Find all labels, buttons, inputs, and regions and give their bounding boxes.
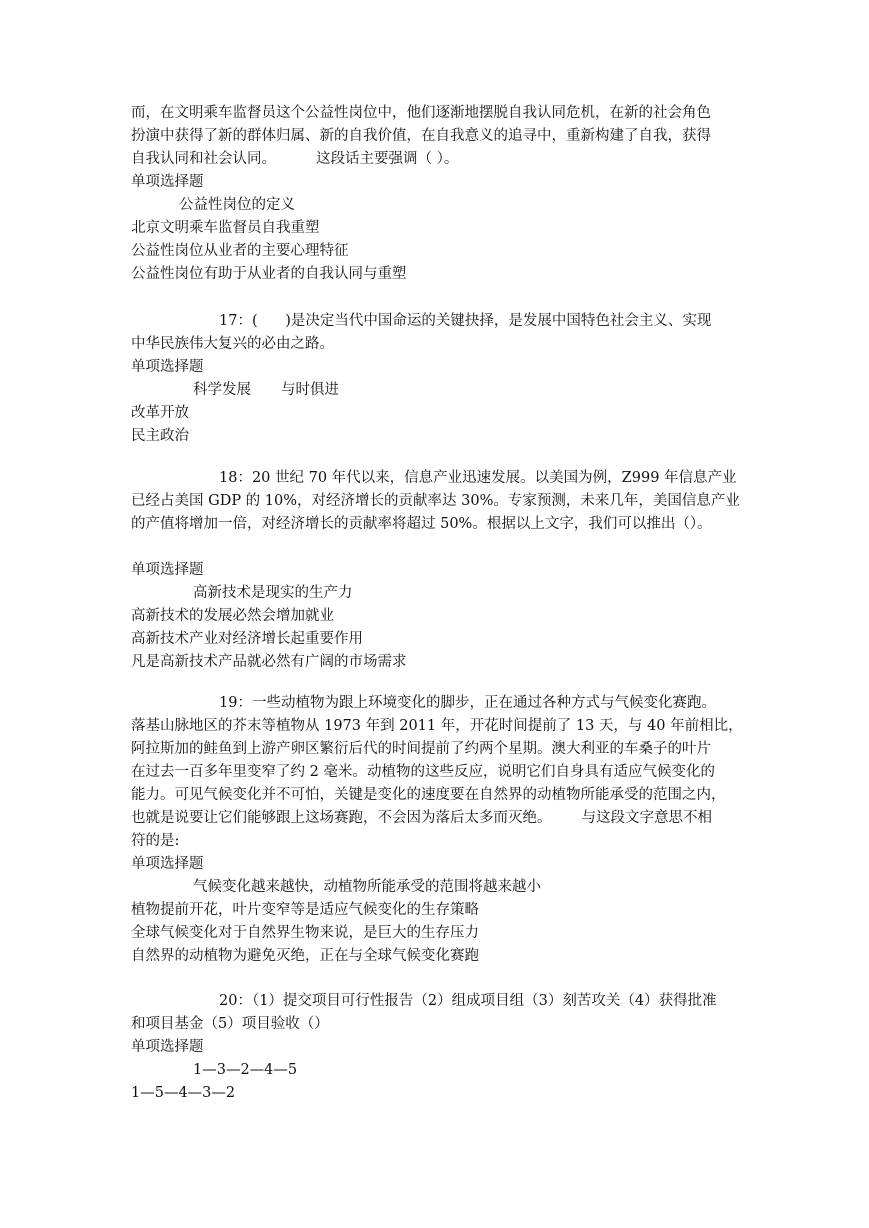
- question-text-line: 18：20 世纪 70 年代以来，信息产业迅速发展。以美国为例，Z999 年信息产业: [219, 470, 737, 486]
- question-type-label: 单项选择题: [131, 856, 204, 872]
- option-a[interactable]: 公益性岗位的定义: [179, 197, 295, 213]
- option-c[interactable]: 改革开放: [131, 405, 189, 421]
- question-text-line: 和项目基金（5）项目验收（）: [131, 1016, 329, 1032]
- option-b[interactable]: 1—5—4—3—2: [131, 1085, 236, 1101]
- question-text-line: 符的是:: [131, 833, 180, 849]
- question-text-line: 在过去一百多年里变窄了约 2 毫米。动植物的这些反应，说明它们自身具有适应气候变化的: [131, 764, 715, 780]
- option-a[interactable]: 科学发展: [193, 382, 251, 398]
- question-text-line: 20：（1）提交项目可行性报告（2）组成项目组（3）刻苦攻关（4）获得批准: [219, 993, 717, 1009]
- option-d[interactable]: 公益性岗位有助于从业者的自我认同与重塑: [131, 266, 407, 282]
- question-type-label: 单项选择题: [131, 174, 204, 190]
- question-16: [131, 102, 741, 286]
- question-text-line: 中华民族伟大复兴的必由之路。: [131, 336, 334, 352]
- question-18: [131, 467, 741, 674]
- question-text-line: 能力。可见气候变化并不可怕，关键是变化的速度要在自然界的动植物所能承受的范围之内，: [131, 787, 726, 803]
- question-19: [131, 692, 741, 968]
- question-text-line: 而，在文明乘车监督员这个公益性岗位中，他们逐渐地摆脱自我认同危机，在新的社会角色: [131, 105, 711, 121]
- option-d[interactable]: 自然界的动植物为避免灭绝，正在与全球气候变化赛跑: [131, 948, 479, 964]
- option-b[interactable]: 高新技术的发展必然会增加就业: [131, 608, 334, 624]
- question-20: [131, 990, 741, 1105]
- option-b[interactable]: 与时俱进: [281, 382, 339, 398]
- question-text-line: 17：( )是决定当代中国命运的关键抉择，是发展中国特色社会主义、实现: [219, 313, 712, 329]
- option-a[interactable]: 气候变化越来越快，动植物所能承受的范围将越来越小: [193, 879, 541, 895]
- question-type-label: 单项选择题: [131, 562, 204, 578]
- question-type-label: 单项选择题: [131, 1039, 204, 1055]
- question-text-line: 落基山脉地区的芥末等植物从 1973 年到 2011 年，开花时间提前了 13 天，与 40 年前相比，: [131, 718, 743, 734]
- option-d[interactable]: 凡是高新技术产品就必然有广阔的市场需求: [131, 654, 407, 670]
- question-text-line: 19：一些动植物为跟上环境变化的脚步，正在通过各种方式与气候变化赛跑。: [219, 695, 716, 711]
- option-d[interactable]: 民主政治: [131, 428, 189, 444]
- question-text-line: 已经占美国 GDP 的 10%，对经济增长的贡献率达 30%。专家预测，未来几年，美国信息产业: [131, 493, 740, 509]
- option-c[interactable]: 公益性岗位从业者的主要心理特征: [131, 243, 349, 259]
- option-c[interactable]: 高新技术产业对经济增长起重要作用: [131, 631, 363, 647]
- question-type-label: 单项选择题: [131, 359, 204, 375]
- question-text-line: 阿拉斯加的鲑鱼到上游产卵区繁衍后代的时间提前了约两个星期。澳大利亚的车桑子的叶片: [131, 741, 711, 757]
- option-b[interactable]: 北京文明乘车监督员自我重塑: [131, 220, 320, 236]
- question-text-line: 扮演中获得了新的群体归属、新的自我价值，在自我意义的追寻中，重新构建了自我，获得: [131, 128, 711, 144]
- option-b[interactable]: 植物提前开花，叶片变窄等是适应气候变化的生存策略: [131, 902, 479, 918]
- question-text-line: 也就是说要让它们能够跟上这场赛跑，不会因为落后太多而灭绝。 与这段文字意思不相: [131, 810, 712, 826]
- question-text-line: 自我认同和社会认同。 这段话主要强调（ ）。: [131, 151, 459, 167]
- option-row: [131, 379, 741, 402]
- question-text-line: 的产值将增加一倍，对经济增长的贡献率将超过 50%。根据以上文字，我们可以推出（）。: [131, 516, 712, 532]
- question-17: [131, 310, 741, 448]
- option-c[interactable]: 全球气候变化对于自然界生物来说，是巨大的生存压力: [131, 925, 479, 941]
- option-a[interactable]: 1—3—2—4—5: [193, 1062, 298, 1078]
- option-a[interactable]: 高新技术是现实的生产力: [193, 585, 353, 601]
